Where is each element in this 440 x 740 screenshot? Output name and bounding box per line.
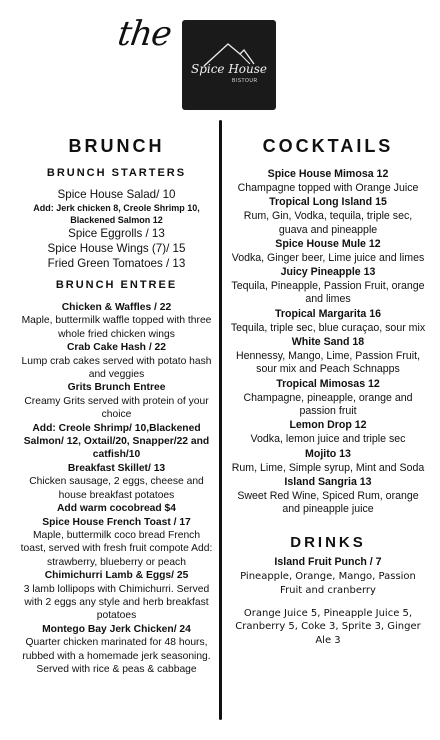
drink-desc: Pineapple, Orange, Mango, Passion Fruit and cranberry <box>240 571 416 596</box>
entree-desc: 3 lamb lollipops with Chimichurri. Served with 2 eggs any style and herb breakfast potatoes <box>23 583 210 622</box>
cocktail-desc: Hennessy, Mango, Lime, Passion Fruit, sour mix and Peach Schnapps <box>235 350 421 376</box>
juices-list: Orange Juice 5, Pineapple Juice 5, Cranberry 5, Coke 3, Sprite 3, Ginger Ale 3 <box>235 608 421 646</box>
cocktail-desc: Champagne, pineapple, orange and passion fruit <box>243 391 413 417</box>
cocktail-desc: Tequila, triple sec, blue curaçao, sour mix <box>230 321 426 334</box>
cocktail-name: Spice House Mimosa 12 <box>267 168 389 180</box>
entree-desc: Lump crab cakes served with potato hash and veggies <box>21 355 212 381</box>
entree-name: Montego Bay Jerk Chicken/ 24 <box>42 623 191 635</box>
entree-desc: Maple, buttermilk coco bread French toast, served with fresh fruit compote Add: strawberry, blueberry or peach <box>20 529 213 568</box>
logo-sub: BISTOUR <box>232 78 258 84</box>
cocktail-name: Tropical Long Island 15 <box>269 196 387 209</box>
logo-name: Spice House <box>190 62 268 76</box>
drink-name: Island Fruit Punch / 7 <box>274 556 382 569</box>
cocktail-name: Juicy Pineapple 13 <box>280 266 376 279</box>
cocktail-name: Mojito 13 <box>305 447 351 460</box>
starter-item: Fried Green Tomatoes / 13 <box>47 257 186 270</box>
cocktail-name: White Sand 18 <box>291 336 365 349</box>
entree-desc: Quarter chicken marinated for 48 hours, rubbed with a homemade jerk seasoning. Served with rice & peas & cabbage <box>22 637 211 675</box>
entree-name: Crab Cake Hash / 22 <box>66 342 166 354</box>
entree-desc: Creamy Grits served with protein of your choice <box>24 395 209 421</box>
column-divider <box>219 120 222 720</box>
cocktail-name: Island Sangria 13 <box>284 475 372 488</box>
entree-addon: Add: Creole Shrimp/ 10,Blackened Salmon/ 12, Oxtail/20, Snapper/22 and catfish/10 <box>23 422 210 461</box>
entree-name: Chicken & Waffles / 22 <box>61 302 172 313</box>
entree-name: Chimichurri Lamb & Eggs/ 25 <box>44 570 189 582</box>
brunch-title: BRUNCH <box>68 136 165 156</box>
cocktail-name: Lemon Drop 12 <box>289 419 367 432</box>
starter-item: Spice Eggrolls / 13 <box>68 227 165 240</box>
cocktail-desc: Tequila, Pineapple, Passion Fruit, orange and limes <box>231 280 425 306</box>
brunch-entree-title: BRUNCH ENTREE <box>55 279 178 291</box>
script-the-text: the <box>115 14 174 54</box>
cocktail-desc: Vodka, Ginger beer, Lime juice and limes <box>231 251 425 264</box>
cocktail-name: Tropical Mimosas 12 <box>276 377 380 390</box>
cocktails-title: COCKTAILS <box>262 136 394 156</box>
cocktail-name: Tropical Margarita 16 <box>275 307 381 320</box>
cocktail-desc: Vodka, lemon juice and triple sec <box>250 433 406 446</box>
spice-house-logo <box>182 20 276 110</box>
drinks-title: DRINKS <box>290 534 366 552</box>
entree-name: Spice House French Toast / 17 <box>42 516 191 528</box>
entree-desc: Chicken sausage, 2 eggs, cheese and house breakfast potatoes <box>29 476 204 501</box>
entree-name: Breakfast Skillet/ 13 <box>67 462 166 474</box>
brunch-starters-title: BRUNCH STARTERS <box>46 167 187 179</box>
starter-item: Spice House Salad/ 10 <box>57 188 176 201</box>
cocktail-name: Spice House Mule 12 <box>275 237 381 250</box>
cocktails-column <box>228 132 428 647</box>
header <box>0 0 440 118</box>
cocktail-desc: Rum, Lime, Simple syrup, Mint and Soda <box>231 461 425 474</box>
entree-name: Grits Brunch Entree <box>67 382 166 394</box>
cocktail-desc: Rum, Gin, Vodka, tequila, triple sec, guava and pineapple <box>243 210 413 236</box>
starter-item: Spice House Wings (7)/ 15 <box>47 242 186 255</box>
entree-addon: Add warm cocobread $4 <box>56 503 177 515</box>
cocktail-desc: Sweet Red Wine, Spiced Rum, orange and pineapple juice <box>237 489 419 516</box>
cocktail-desc: Champagne topped with Orange Juice <box>237 182 419 194</box>
starter-addon: Add: Jerk chicken 8, Creole Shrimp 10, Blackened Salmon 12 <box>33 203 200 225</box>
entree-desc: Maple, buttermilk waffle topped with three whole fried chicken wings <box>21 315 212 340</box>
brunch-column <box>20 132 213 676</box>
